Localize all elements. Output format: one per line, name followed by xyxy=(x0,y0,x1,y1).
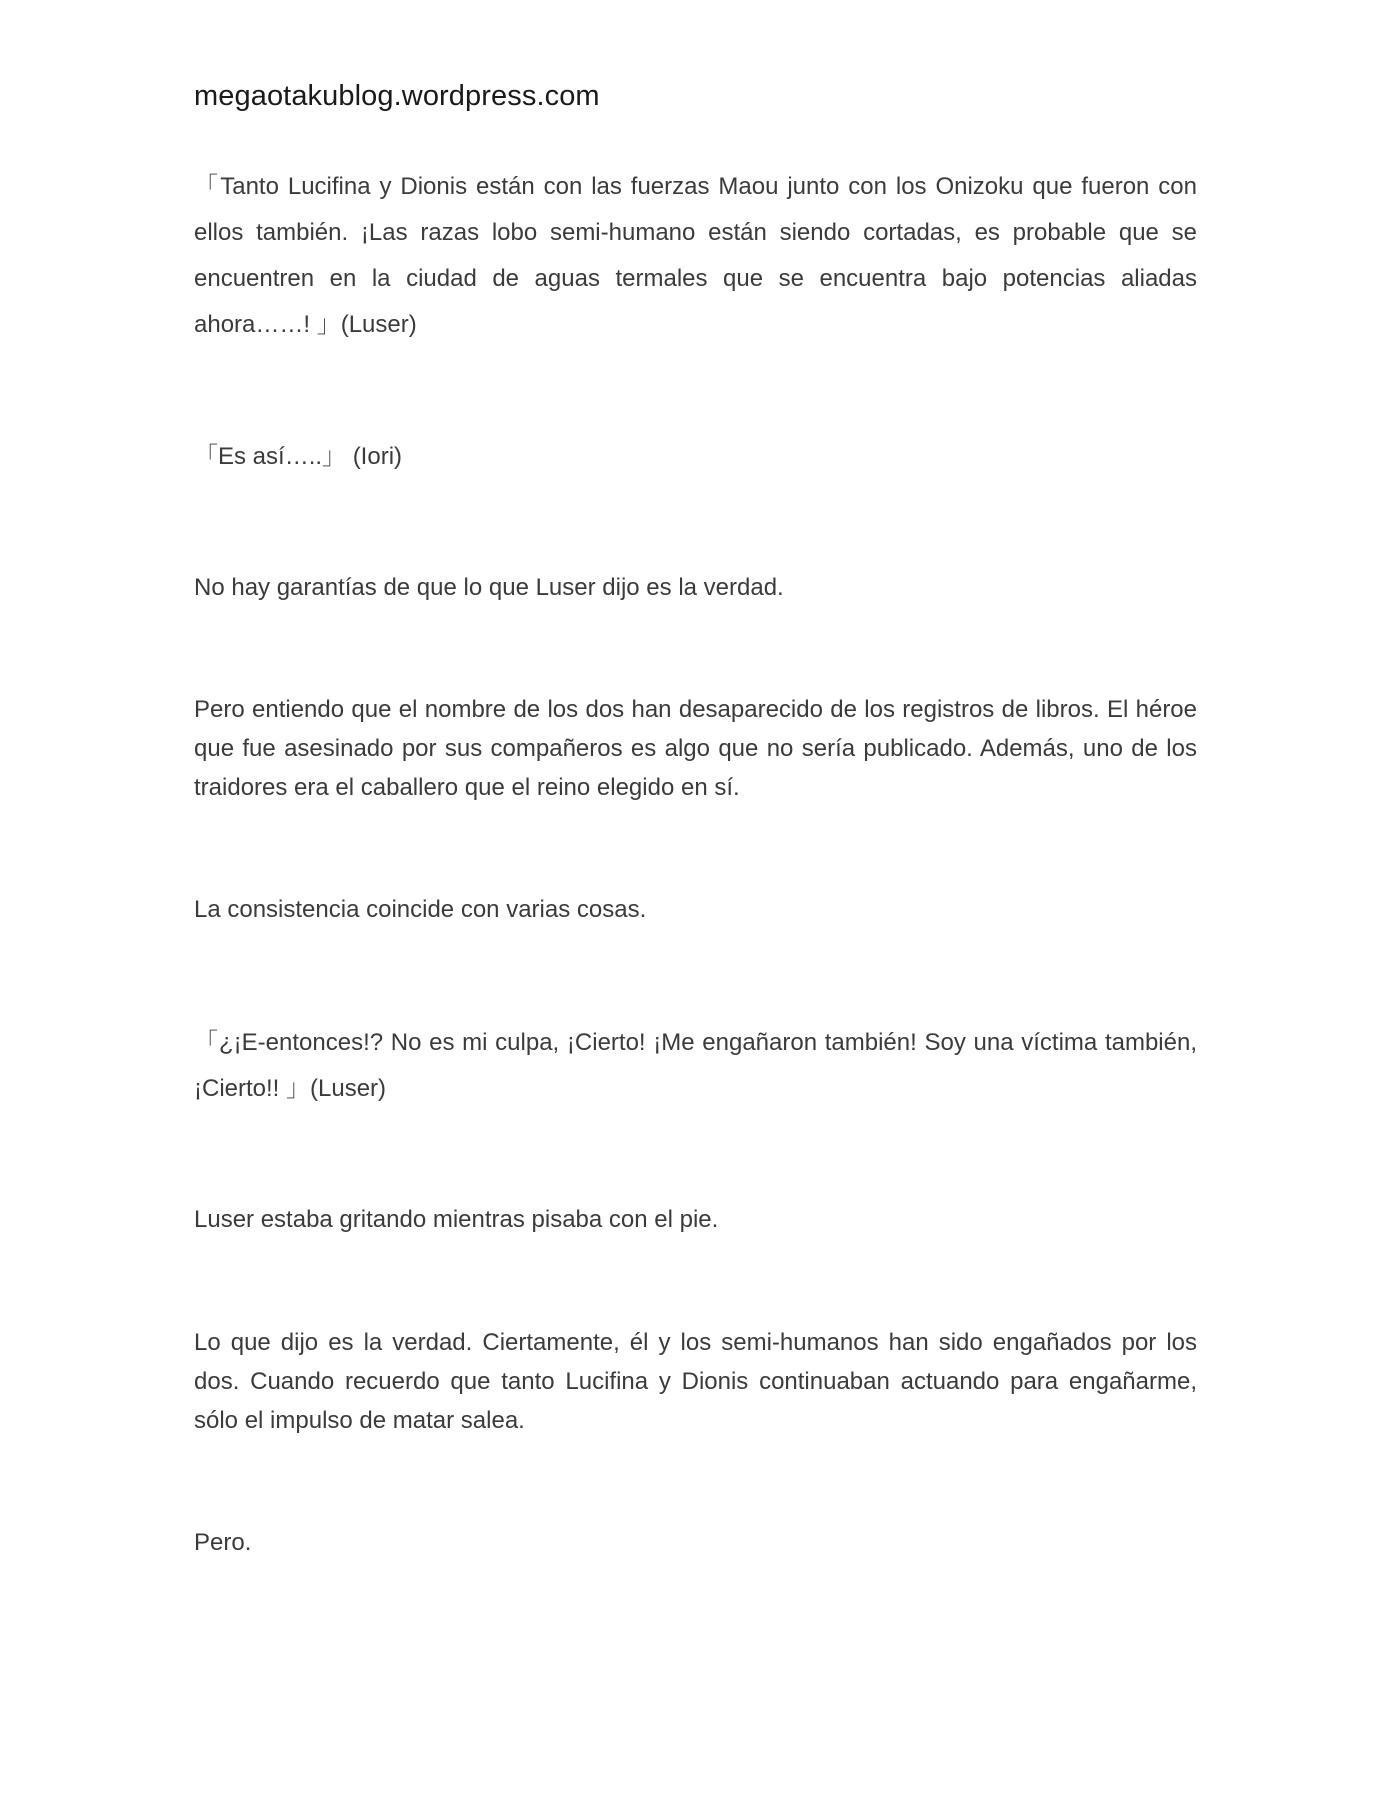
paragraph-narration-3: La consistencia coincide con varias cosas. xyxy=(194,896,647,923)
paragraph-luser-dialogue-1: 「Tanto Lucifina y Dionis están con las fuerzas Maou junto con los Onizoku que fueron con ellos también. ¡Las razas lobo semi-humano están siendo cortadas, es probable que se encuentren en la ciudad de aguas termales que se encuentra bajo potencias aliadas ahora……! 」(Luser) xyxy=(194,173,1197,338)
paragraph-narration-1: No hay garantías de que lo que Luser dijo es la verdad. xyxy=(194,574,784,601)
paragraph-narration-2: Pero entiendo que el nombre de los dos han desaparecido de los registros de libros. El héroe que fue asesinado por sus compañeros es algo que no sería publicado. Además, uno de los traidores era el caballero que el reino elegido en sí. xyxy=(194,696,1197,801)
site-header: megaotakublog.wordpress.com xyxy=(194,80,600,112)
paragraph-iori-dialogue: 「Es así…..」 (Iori) xyxy=(194,443,403,470)
paragraph-luser-dialogue-2: 「¿¡E-entonces!? No es mi culpa, ¡Cierto! ¡Me engañaron también! Soy una víctima también, ¡Cierto!! 」(Luser) xyxy=(194,1029,1197,1102)
paragraph-narration-6: Pero. xyxy=(194,1529,252,1556)
paragraph-narration-4: Luser estaba gritando mientras pisaba con el pie. xyxy=(194,1206,719,1233)
paragraph-narration-5: Lo que dijo es la verdad. Ciertamente, él y los semi-humanos han sido engañados por los dos. Cuando recuerdo que tanto Lucifina y Dionis continuaban actuando para engañarme, sólo el impulso de matar salea. xyxy=(194,1329,1197,1434)
